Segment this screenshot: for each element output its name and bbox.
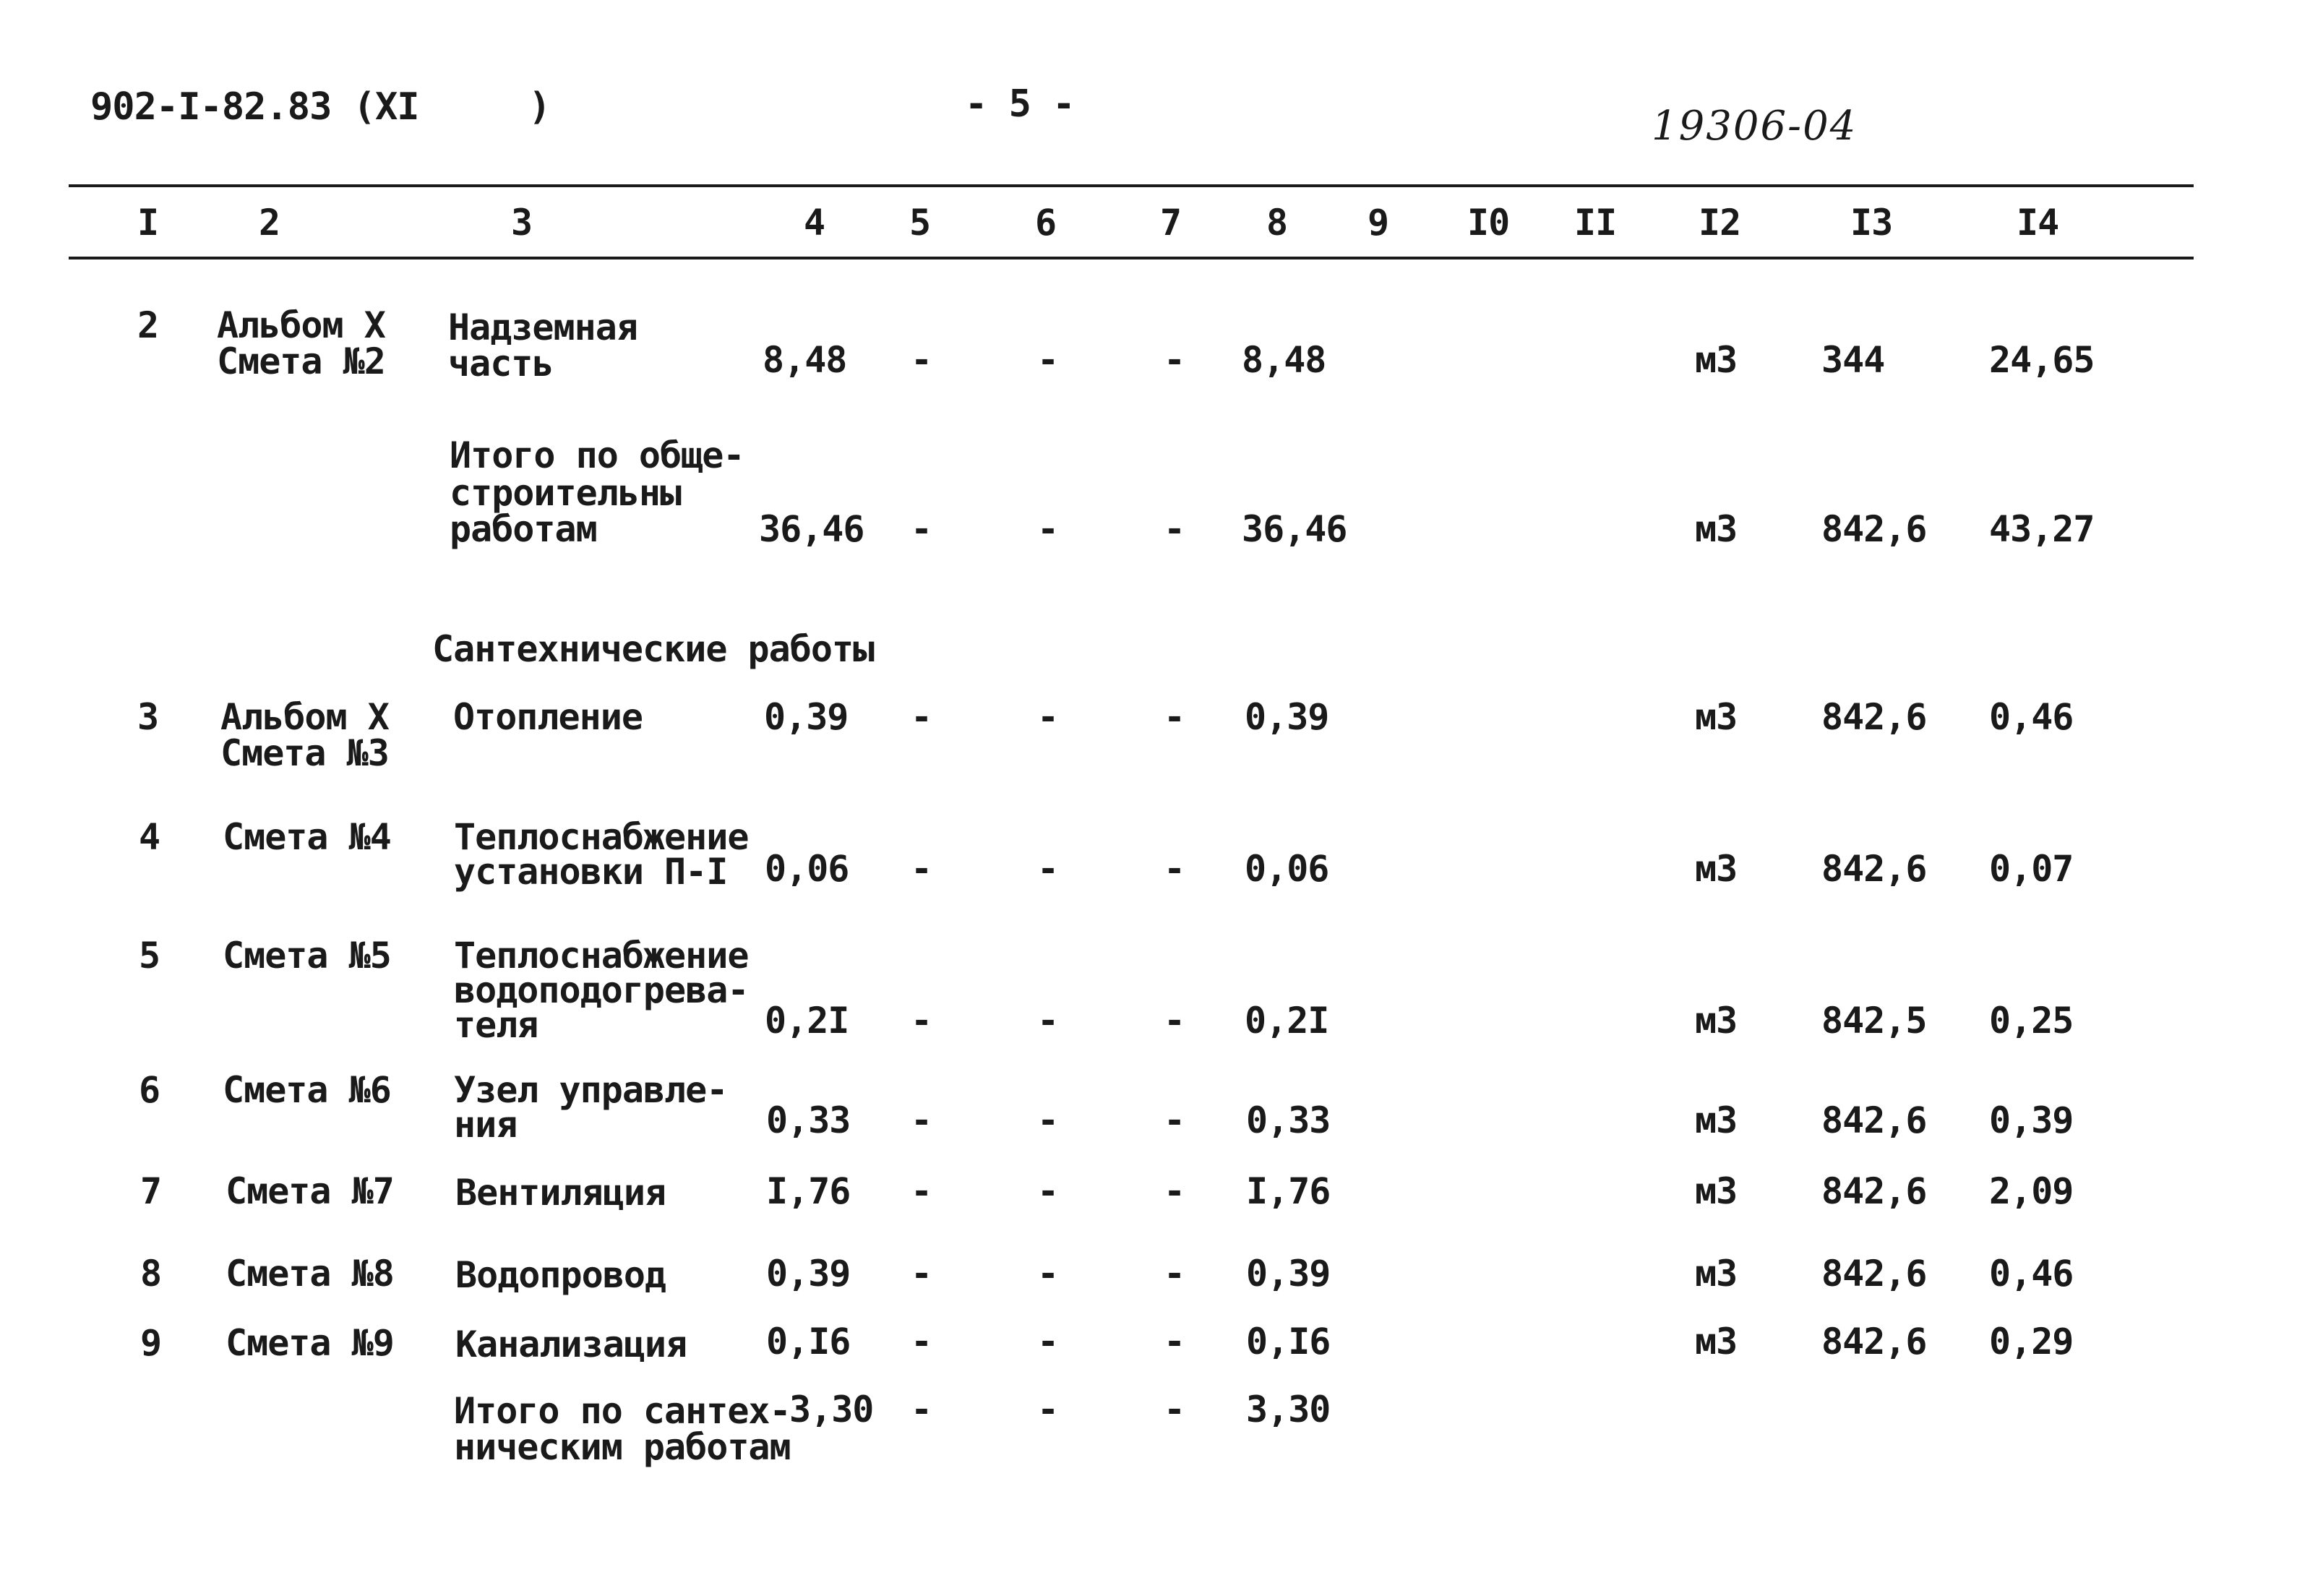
column-header: I2 (1699, 202, 1741, 244)
row-col8: 0,I6 (1246, 1321, 1331, 1363)
row-col13: 842,6 (1821, 1170, 1927, 1212)
row-col5: - (911, 1170, 933, 1212)
row-number: 2 (137, 304, 159, 346)
row-name: Итого по обще- (450, 434, 744, 476)
row-col4: 0,2I (765, 1000, 849, 1042)
column-header: I4 (2017, 202, 2059, 244)
row-col8: 36,46 (1242, 508, 1347, 550)
row-col6: - (1037, 1253, 1060, 1295)
row-name: ническим работам (454, 1426, 791, 1468)
row-col14: 0,25 (1989, 1000, 2074, 1042)
row-name: Водопровод (455, 1254, 666, 1296)
row-col4: 0,I6 (766, 1321, 851, 1363)
row-col13: 344 (1821, 339, 1885, 381)
row-col6: - (1037, 1389, 1060, 1430)
row-col13: 842,6 (1821, 1321, 1927, 1363)
section-heading: Сантехнические работы (432, 628, 875, 670)
row-col13: 842,6 (1821, 696, 1927, 738)
row-name: Теплоснабжение (454, 816, 749, 858)
row-col7: - (1164, 696, 1186, 738)
row-col7: - (1164, 508, 1186, 550)
row-col14: 43,27 (1989, 508, 2095, 550)
row-col6: - (1037, 1170, 1060, 1212)
row-col4: 8,48 (763, 339, 847, 381)
row-col7: - (1164, 1000, 1186, 1042)
row-col13: 842,6 (1821, 508, 1927, 550)
row-col5: - (911, 508, 933, 550)
column-header: 9 (1368, 202, 1389, 244)
row-col5: - (911, 339, 933, 381)
row-col5: - (911, 1321, 933, 1363)
row-col6: - (1037, 848, 1060, 890)
row-col14: 0,29 (1989, 1321, 2074, 1363)
row-col8: 8,48 (1242, 339, 1326, 381)
column-header: 3 (511, 202, 533, 244)
row-name: Узел управле- (454, 1069, 728, 1111)
row-name: теля (454, 1004, 538, 1046)
row-col8: 0,2I (1245, 1000, 1329, 1042)
row-name: Вентиляция (455, 1172, 666, 1214)
row-col14: 0,46 (1989, 1253, 2074, 1295)
row-col7: - (1164, 1253, 1186, 1295)
column-header: I (137, 202, 159, 244)
row-name: установки П-I (454, 851, 728, 893)
row-col4: 3,30 (789, 1389, 874, 1430)
row-col6: - (1037, 508, 1060, 550)
column-header: 4 (804, 202, 825, 244)
column-header: II (1574, 202, 1617, 244)
row-reference: Смета №2 (217, 340, 385, 382)
row-name: работам (450, 508, 597, 550)
row-reference: Смета №6 (223, 1069, 391, 1111)
row-name: ния (454, 1104, 518, 1146)
row-col14: 0,39 (1989, 1099, 2074, 1141)
row-number: 6 (139, 1069, 160, 1111)
row-number: 9 (140, 1322, 162, 1364)
handwritten-number: 19306-04 (1652, 103, 1858, 150)
row-col6: - (1037, 1000, 1060, 1042)
row-unit: м3 (1695, 1099, 1738, 1141)
row-unit: м3 (1695, 1253, 1738, 1295)
row-col13: 842,5 (1821, 1000, 1927, 1042)
row-col6: - (1037, 1099, 1060, 1141)
row-col8: 0,06 (1245, 848, 1329, 890)
row-unit: м3 (1695, 339, 1738, 381)
row-col13: 842,6 (1821, 1099, 1927, 1141)
column-header: 7 (1160, 202, 1182, 244)
column-header: 5 (909, 202, 931, 244)
row-col5: - (911, 848, 933, 890)
row-number: 7 (140, 1170, 162, 1212)
row-col13: 842,6 (1821, 1253, 1927, 1295)
header-rule (69, 257, 2194, 259)
row-col5: - (911, 1099, 933, 1141)
top-rule (69, 184, 2194, 187)
row-col4: 0,39 (766, 1253, 851, 1295)
row-col8: 0,39 (1246, 1253, 1331, 1295)
row-col14: 0,07 (1989, 848, 2074, 890)
row-name: часть (448, 343, 554, 385)
row-col8: I,76 (1246, 1170, 1331, 1212)
row-number: 5 (139, 935, 160, 977)
column-header: I0 (1467, 202, 1510, 244)
row-name: строительны (450, 472, 682, 514)
row-col7: - (1164, 1170, 1186, 1212)
row-col13: 842,6 (1821, 848, 1927, 890)
row-col7: - (1164, 1389, 1186, 1430)
row-unit: м3 (1695, 508, 1738, 550)
row-reference: Альбом X (217, 304, 385, 346)
document-code: 902-I-82.83 (XI ) (90, 85, 551, 129)
page-number: - 5 - (965, 82, 1075, 126)
column-header: I3 (1850, 202, 1893, 244)
column-header: 8 (1266, 202, 1288, 244)
row-col4: 36,46 (759, 508, 864, 550)
row-unit: м3 (1695, 1170, 1738, 1212)
row-name: водоподогрева- (454, 969, 749, 1011)
row-reference: Смета №3 (220, 732, 389, 774)
row-name: Канализация (455, 1323, 687, 1365)
row-col14: 24,65 (1989, 339, 2095, 381)
row-unit: м3 (1695, 1000, 1738, 1042)
row-col5: - (911, 1253, 933, 1295)
row-reference: Альбом X (220, 696, 389, 738)
row-number: 4 (139, 816, 160, 858)
row-col4: 0,06 (765, 848, 849, 890)
row-unit: м3 (1695, 848, 1738, 890)
row-col7: - (1164, 848, 1186, 890)
row-reference: Смета №7 (226, 1170, 394, 1212)
column-header: 2 (259, 202, 280, 244)
row-col6: - (1037, 1321, 1060, 1363)
row-col8: 0,33 (1246, 1099, 1331, 1141)
row-col4: 0,39 (764, 696, 849, 738)
row-col6: - (1037, 696, 1060, 738)
row-col5: - (911, 1389, 933, 1430)
row-reference: Смета №8 (226, 1253, 394, 1295)
row-col7: - (1164, 339, 1186, 381)
row-col7: - (1164, 1099, 1186, 1141)
row-col8: 3,30 (1246, 1389, 1331, 1430)
row-name: Итого по сантех- (454, 1390, 791, 1432)
row-unit: м3 (1695, 1321, 1738, 1363)
row-col8: 0,39 (1245, 696, 1329, 738)
row-reference: Смета №5 (223, 935, 391, 977)
row-name: Надземная (448, 306, 637, 348)
row-col7: - (1164, 1321, 1186, 1363)
row-name: Теплоснабжение (454, 935, 749, 977)
row-number: 8 (140, 1253, 162, 1295)
column-header: 6 (1035, 202, 1057, 244)
row-col14: 2,09 (1989, 1170, 2074, 1212)
row-reference: Смета №9 (226, 1322, 394, 1364)
row-name: Отопление (453, 696, 643, 738)
row-col4: I,76 (766, 1170, 851, 1212)
row-col14: 0,46 (1989, 696, 2074, 738)
row-col4: 0,33 (766, 1099, 851, 1141)
row-col5: - (911, 1000, 933, 1042)
row-col6: - (1037, 339, 1060, 381)
row-reference: Смета №4 (223, 816, 391, 858)
row-unit: м3 (1695, 696, 1738, 738)
row-number: 3 (137, 696, 159, 738)
row-col5: - (911, 696, 933, 738)
